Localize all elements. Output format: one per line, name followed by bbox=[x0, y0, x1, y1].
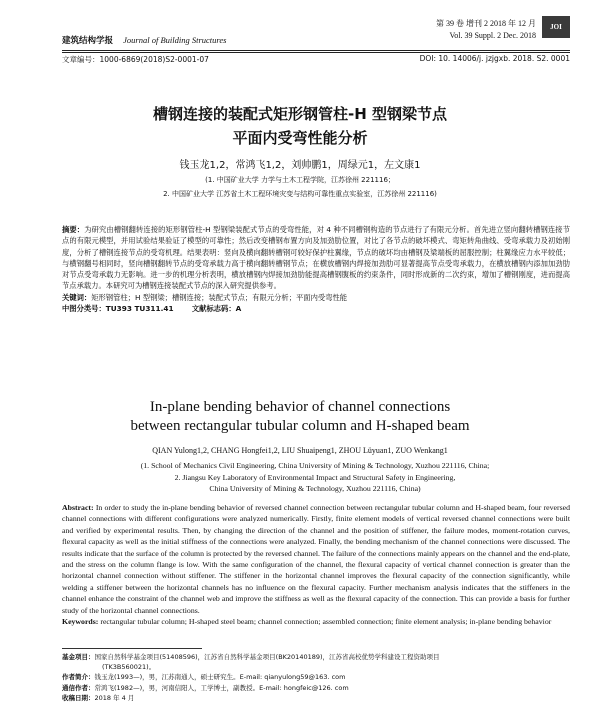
title-en-line1: In-plane bending behavior of channel connections bbox=[149, 399, 451, 415]
corresponding-author bbox=[62, 683, 570, 693]
keywords-en-label: Keywords: bbox=[62, 617, 99, 627]
article-number: 文章编号：1000-6869(2018)S2-0001-07 bbox=[62, 55, 209, 64]
authors-en: QIAN Yulong1,2, CHANG Hongfei1,2, LIU Shuaipeng1, ZHOU Lüyuan1, ZUO Wenkang1 bbox=[152, 446, 448, 455]
keywords-en bbox=[62, 616, 570, 627]
funding-label: 基金项目： bbox=[62, 653, 95, 661]
title-en bbox=[0, 398, 600, 436]
corresponding-label: 通信作者： bbox=[62, 683, 95, 692]
received-label: 收稿日期： bbox=[62, 693, 95, 702]
footnotes bbox=[62, 652, 570, 703]
affiliation-en-2: 2. Jiangsu Key Laboratory of Environmental Impact and Structural Safety in Engineering, bbox=[174, 472, 456, 482]
journal-name bbox=[62, 34, 226, 46]
header-rule-bottom bbox=[62, 52, 570, 53]
author-bio-text: 钱玉龙(1993—)，男，江苏南通人，硕士研究生。E-mail: qianyulong59@163. com bbox=[94, 673, 346, 682]
journal-name-en: Journal of Building Structures bbox=[123, 35, 227, 45]
issue-info-en: Vol. 39 Suppl. 2 Dec. 2018 bbox=[449, 31, 536, 40]
keywords-en-text: rectangular tubular column; H-shaped steel beam; channel connection; assembled connection; finite element analysis; in-plane bending behavior bbox=[100, 617, 552, 627]
abstract-en-body bbox=[62, 502, 570, 616]
title-cn-line1: 槽钢连接的装配式矩形钢管柱-H 型钢梁节点 bbox=[152, 105, 447, 123]
document-code: 文献标志码：A bbox=[191, 304, 242, 314]
header-rule-top bbox=[62, 50, 570, 51]
affiliation-cn-2: 2. 中国矿业大学 江苏省土木工程环境灾变与结构可靠性重点实验室，江苏徐州 221116) bbox=[163, 190, 437, 198]
journal-name-cn: 建筑结构学报 bbox=[62, 36, 114, 46]
funding-text-2: (TK3B560021)。 bbox=[102, 663, 156, 672]
authors-cn: 钱玉龙1,2，常鸿飞1,2，刘帅鹏1，周绿元1，左文康1 bbox=[179, 160, 421, 171]
author-bio bbox=[62, 672, 570, 682]
doi: DOI: 10. 14006/j. jzjgxb. 2018. S2. 0001 bbox=[419, 54, 570, 63]
funding-note bbox=[62, 652, 570, 662]
issue-info bbox=[436, 18, 536, 42]
issue-info-cn: 第 39 卷 增刊 2 2018 年 12 月 bbox=[436, 19, 536, 28]
corresponding-text: 常鸿飞(1982—)，男，河南信阳人，工学博士，副教授。E-mail: hongfeic@126. com bbox=[94, 683, 349, 692]
title-cn-line2: 平面内受弯性能分析 bbox=[232, 129, 368, 147]
abstract-en-text: In order to study the in-plane bending behavior of reversed channel connection between rectangular tubular column and H-shaped beam, four reversed channel connections with different configurations were analyzed numerically. Firstly, finite element models of vertical reversed channel connections were built and verified by experimental results. Then, by changing the direction of the channel and the position of stiffener, the failure modes, moment-rotation curves, flexural capacity as well as the initial stiffness of the connections were analyzed. Finally, the bending mechanism of the channel connections were discussed. The results indicate that the surface of the column is protected by the reversed channel. The failure of the connections mainly appears on the channel and the end-plate, and the stress on the column flange is low. With the same configuration of the channel, the flexural capacity of vertical channel connection is greater than the horizontal channel connection without stiffener. The stiffener in the horizontal channel improves the flexural capacity of the connection significantly, while welding a stiffener between the horizontal channels has no influence on the flexural capacity. Further mechanism analysis indicates that the stiffeners in the channel enhance the constraint of the channel web and improve the stiffness as well as the flexural capacity of the connection. This can provide a basis for further study of the horizontal channel connections. bbox=[62, 503, 570, 615]
received-date bbox=[62, 693, 570, 703]
title-cn bbox=[0, 102, 600, 150]
abstract-en bbox=[62, 502, 570, 627]
affiliation-cn-1: (1. 中国矿业大学 力学与土木工程学院，江苏徐州 221116； bbox=[205, 176, 395, 184]
affiliation-en-1: (1. School of Mechanics Civil Engineering, China University of Mining & Technology, Xuzhou 221116, China; bbox=[140, 461, 490, 470]
affiliations-cn bbox=[0, 173, 600, 201]
affiliations-en bbox=[60, 460, 570, 495]
keywords-cn bbox=[62, 292, 570, 303]
affiliation-en-3: China University of Mining & Technology, Xuzhou 221116, China) bbox=[209, 484, 421, 493]
received-text: 2018 年 4 月 bbox=[94, 693, 135, 702]
journal-header bbox=[62, 12, 570, 64]
clc-number: 中图分类号：TU393 TU311.41 bbox=[62, 304, 174, 314]
author-bio-label: 作者简介： bbox=[62, 673, 95, 682]
funding-text-1: 国家自然科学基金项目(51408596)，江苏省自然科学基金项目(BK20140189)，江苏省高校优势学科建设工程资助项目 bbox=[94, 653, 440, 661]
abstract-en-label: Abstract: bbox=[62, 503, 94, 512]
title-en-line2: between rectangular tubular column and H-shaped beam bbox=[130, 418, 470, 434]
keywords-cn-text: 矩形钢管柱；H 型钢梁；槽钢连接；装配式节点；有限元分析；平面内受弯性能 bbox=[91, 292, 348, 302]
classification-line bbox=[62, 303, 570, 314]
abstract-cn bbox=[62, 224, 570, 314]
footnote-rule bbox=[62, 648, 202, 649]
abstract-cn-text: 为研究由槽钢翻转连接的矩形钢管柱-H 型钢梁装配式节点的受弯性能，对 4 种不同槽钢构造的节点进行了有限元分析。首先进立竖向翻转槽钢连接节点的有限元模型，并用试验结果验证了模型的可靠性；然后改变槽钢布置方向及加劲肋位置，对比了各节点的破坏模式、弯矩转角曲线、受弯承载力及初始刚度，分析了槽钢连接节点的受弯机理。结果表明：竖向及横向翻转槽钢可较好保护柱翼缘，节点的破坏均由槽钢及梁端板的屈服控制；柱翼缘应力水平较低；与横钢翻号相同时，竖向槽钢翻转节点的受弯承载力高于横向翻转槽钢节点；在横放槽钢内焊接加劲肋可显著提高节点受弯承载力，在横放槽钢内添加加劲肋对节点受弯承载力无影响。进一步的机理分析表明，横放槽钢内焊接加劲肋能提高槽钢腹板的约束条件，同时形成新的二次约束，增加了槽钢刚度，进而提高节点承载力。本研究可为槽钢连接装配式节点的深入研究提供参考。 bbox=[62, 225, 570, 291]
keywords-cn-label: 关键词： bbox=[62, 292, 92, 302]
journal-logo: JOI bbox=[542, 16, 570, 38]
abstract-cn-body bbox=[62, 224, 570, 292]
abstract-cn-label: 摘要： bbox=[62, 225, 85, 234]
